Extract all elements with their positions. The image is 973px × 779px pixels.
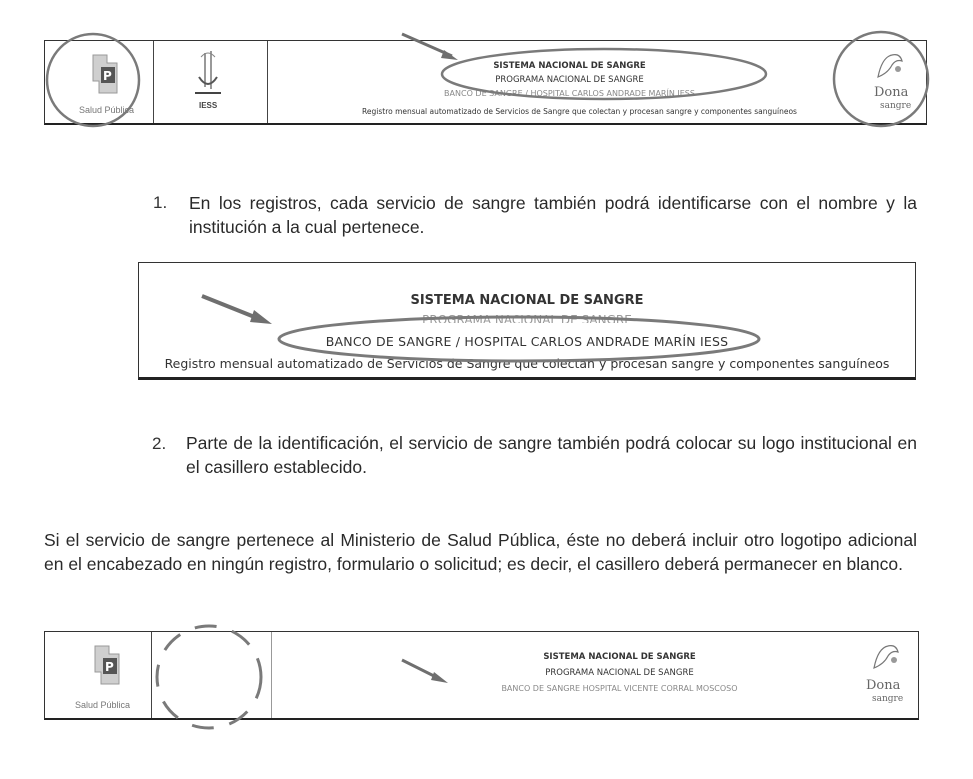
header-example-1	[44, 40, 927, 125]
svg-text:P: P	[105, 660, 114, 674]
header-line-bank: BANCO DE SANGRE / HOSPITAL CARLOS ANDRADE MARÍN IESS	[444, 89, 695, 98]
dona-sangre-logo-icon-3	[866, 638, 906, 674]
dona-logo-title: Dona	[874, 85, 909, 100]
empty-logo-cell	[151, 632, 272, 718]
msp-logo-caption: Salud Pública	[79, 105, 135, 115]
svg-text:P: P	[103, 69, 112, 83]
list-number-1: 1.	[153, 193, 168, 212]
dona-logo-sub: sangre	[880, 101, 912, 111]
header-line-system: SISTEMA NACIONAL DE SANGRE	[493, 61, 646, 71]
dona-logo-title-3: Dona	[866, 678, 901, 693]
dona-sangre-logo-icon	[870, 47, 910, 83]
header2-line-program: PROGRAMA NACIONAL DE SANGRE	[422, 313, 632, 323]
list-number-2: 2.	[152, 434, 167, 453]
header3-line-bank: BANCO DE SANGRE HOSPITAL VICENTE CORRAL MOSCOSO	[501, 684, 738, 693]
logo-cell-dona-3	[848, 632, 918, 718]
dona-logo-sub-3: sangre	[872, 694, 904, 704]
header-example-2	[138, 262, 916, 380]
header3-line-system: SISTEMA NACIONAL DE SANGRE	[543, 652, 696, 662]
header-example-3	[44, 631, 919, 720]
list-item-1-text: En los registros, cada servicio de sangre también podrá identificarse con el nombre y la institución a la cual pertenece.	[189, 193, 917, 237]
header-line-register: Registro mensual automatizado de Servicios de Sangre que colectan y procesan sangre y componentes sanguíneos	[362, 107, 797, 116]
header2-line-register: Registro mensual automatizado de Servicios de Sangre que colectan y procesan sangre y componentes sanguíneos	[164, 356, 890, 371]
iess-logo-icon	[189, 47, 229, 99]
header2-line-bank: BANCO DE SANGRE / HOSPITAL CARLOS ANDRADE MARÍN IESS	[325, 334, 729, 349]
msp-logo-caption-3: Salud Pública	[75, 700, 131, 710]
logo-cell-msp-3	[45, 632, 152, 718]
body-paragraph: Si el servicio de sangre pertenece al Ministerio de Salud Pública, éste no deberá incluir otro logotipo adicional en el encabezado en ningún registro, formulario o solicitud; es decir, el casillero deberá permanecer en blanco.	[44, 530, 917, 574]
msp-logo-icon-3	[89, 644, 129, 688]
logo-cell-msp	[45, 41, 154, 123]
iess-logo-caption: IESS	[199, 101, 218, 110]
logo-cell-dona	[852, 41, 926, 123]
list-item-2-text: Parte de la identificación, el servicio de sangre también podrá colocar su logo institucional en el casillero establecido.	[186, 433, 917, 477]
header-line-program: PROGRAMA NACIONAL DE SANGRE	[495, 75, 644, 85]
header2-line-system: SISTEMA NACIONAL DE SANGRE	[410, 293, 644, 308]
msp-logo-icon	[87, 53, 127, 97]
header3-line-program: PROGRAMA NACIONAL DE SANGRE	[545, 668, 694, 678]
